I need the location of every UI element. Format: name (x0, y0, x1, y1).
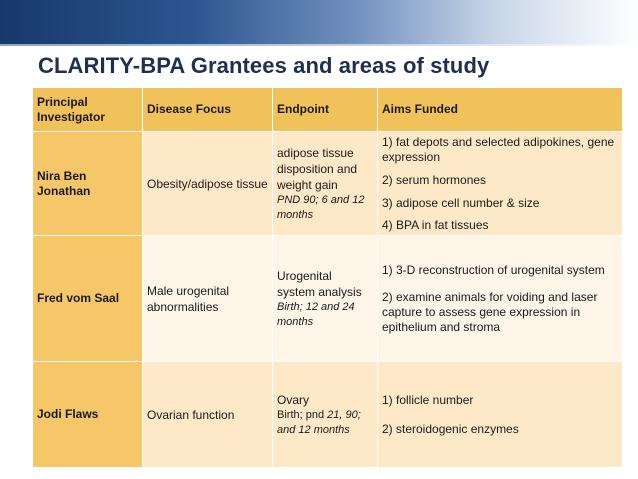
aim-item: 2) steroidogenic enzymes (382, 421, 519, 436)
aim-item: 1) fat depots and selected adipokines, gene expression (382, 134, 615, 164)
grantees-table (32, 87, 623, 468)
aims-cell (378, 362, 623, 468)
table-row (33, 362, 623, 468)
pi-cell (33, 132, 143, 236)
header-aims-funded: Aims Funded (378, 88, 623, 132)
header-banner (0, 0, 638, 44)
table-row (33, 132, 623, 236)
slide-title: CLARITY-BPA Grantees and areas of study (38, 53, 490, 78)
endpoint-cell (273, 236, 378, 362)
aims-cell (378, 236, 623, 362)
aim-item: 2) serum hormones (382, 172, 487, 187)
endpoint-text: adipose tissue disposition and weight gain (277, 145, 358, 192)
aim-item: 1) follicle number (382, 392, 474, 407)
disease-cell (143, 132, 273, 236)
header-disease-focus: Disease Focus (143, 88, 273, 132)
pi-cell (33, 236, 143, 362)
endpoint-timing: Birth; 12 and 24 months (277, 300, 355, 328)
table-row (33, 236, 623, 362)
pi-name: Fred vom Saal (37, 291, 120, 305)
pi-name: Jodi Flaws (37, 407, 99, 421)
aims-cell (378, 132, 623, 236)
disease-text: Obesity/adipose tissue (147, 176, 268, 191)
endpoint-timing-detail: 21, 90; and 12 months (277, 408, 361, 436)
pi-name: Nira Ben Jonathan (37, 168, 91, 198)
aim-item: 1) 3-D reconstruction of urogenital system (382, 262, 605, 277)
endpoint-cell (273, 362, 378, 468)
header-divider (0, 44, 638, 46)
header-principal-investigator: Principal Investigator (33, 88, 143, 132)
endpoint-text: Urogenital system analysis (277, 268, 362, 299)
header-endpoint: Endpoint (273, 88, 378, 132)
endpoint-timing: PND 90; 6 and 12 months (277, 193, 365, 221)
endpoint-timing-prefix: Birth; pnd (277, 408, 328, 421)
endpoint-timing (277, 408, 373, 438)
disease-cell (143, 362, 273, 468)
aim-item: 4) BPA in fat tissues (382, 217, 489, 232)
aim-item: 3) adipose cell number & size (382, 195, 540, 210)
aim-item: 2) examine animals for voiding and laser capture to assess gene expression in epithelium and stroma (382, 289, 598, 334)
disease-text: Ovarian function (147, 407, 235, 422)
disease-text: Male urogenital abnormalities (147, 283, 230, 314)
endpoint-text: Ovary (277, 392, 310, 407)
table-header-row (33, 88, 623, 132)
disease-cell (143, 236, 273, 362)
endpoint-cell (273, 132, 378, 236)
pi-cell (33, 362, 143, 468)
